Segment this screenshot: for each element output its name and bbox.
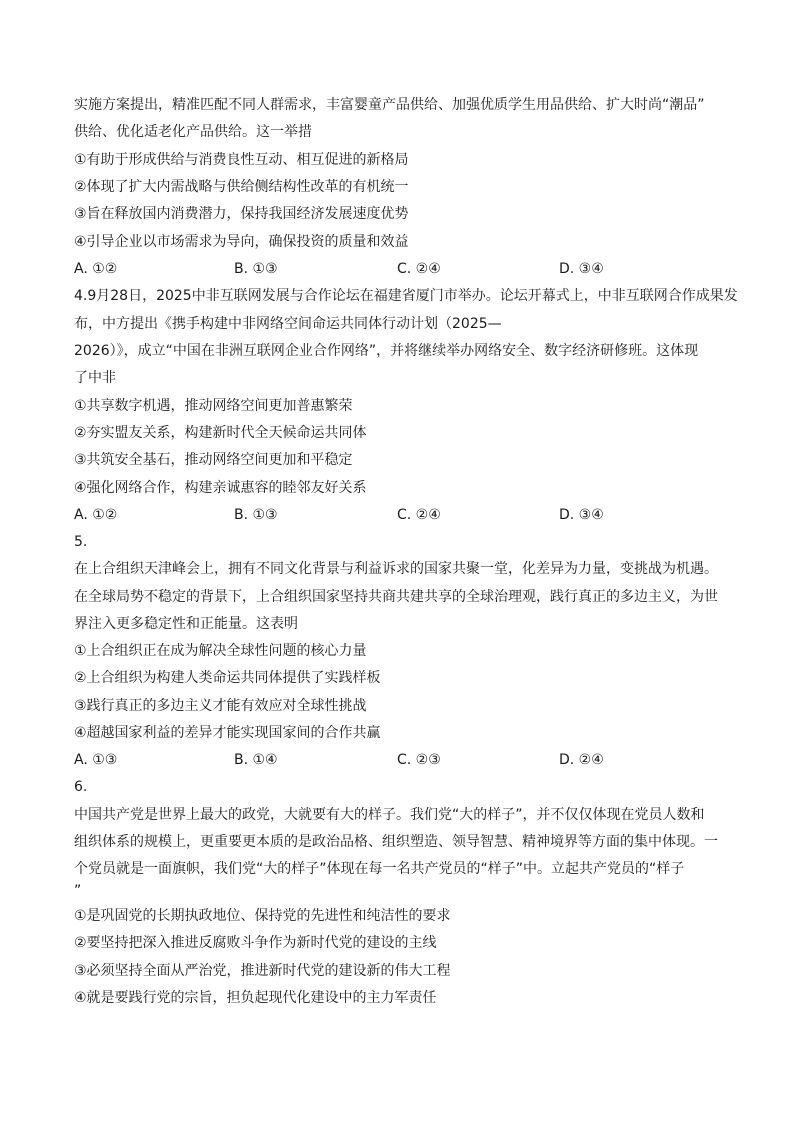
q4-option-d: D. ③④ [559, 507, 604, 523]
q5-item-2: ②上合组织为构建人类命运共同体提供了实践样板 [74, 670, 381, 686]
q4-stem-line: 4.9月28日，2025中非互联网发展与合作论坛在福建省厦门市举办。论坛开幕式上，中非互联网合作成果发 [74, 288, 738, 304]
q3-answer-options [74, 259, 734, 279]
q3-stem-line: 实施方案提出，精准匹配不同人群需求，丰富婴童产品供给、加强优质学生用品供给、扩大时尚“潮品” [74, 97, 705, 113]
q3-option-a: A. ①② [74, 261, 118, 277]
q3-stem-line: 供给、优化适老化产品供给。这一举措 [74, 124, 312, 140]
q4-option-c: C. ②④ [397, 507, 441, 523]
q6-item-2: ②要坚持把深入推进反腐败斗争作为新时代党的建设的主线 [74, 935, 437, 951]
q4-stem-line: 布，中方提出《携手构建中非网络空间命运共同体行动计划（2025— [74, 316, 502, 332]
q6-item-3: ③必须坚持全面从严治党，推进新时代党的建设新的伟大工程 [74, 963, 451, 979]
q5-stem-line: 界注入更多稳定性和正能量。这表明 [74, 616, 298, 632]
q5-option-c: C. ②③ [397, 752, 441, 768]
q4-answer-options [74, 505, 734, 525]
q4-stem-line: 2026）》，成立“中国在非洲互联网企业合作网络”，并将继续举办网络安全、数字经济研修班。这体现 [74, 343, 699, 359]
q4-option-a: A. ①② [74, 507, 118, 523]
q5-stem-line: 在全球局势不稳定的背景下，上合组织国家坚持共商共建共享的全球治理观，践行真正的多边主义，为世 [74, 589, 718, 605]
q5-stem-line: 在上合组织天津峰会上，拥有不同文化背景与利益诉求的国家共聚一堂，化差异为力量，变挑战为机遇。 [74, 561, 718, 577]
q4-item-4: ④强化网络合作，构建亲诚惠容的睦邻友好关系 [74, 480, 367, 496]
q6-stem-line: ” [74, 883, 82, 899]
q5-item-4: ④超越国家利益的差异才能实现国家间的合作共赢 [74, 725, 381, 741]
q5-answer-options [74, 750, 734, 770]
q5-number: 5. [74, 534, 88, 550]
q3-item-1: ①有助于形成供给与消费良性互动、相互促进的新格局 [74, 152, 409, 168]
q3-option-b: B. ①③ [234, 261, 278, 277]
q5-option-a: A. ①③ [74, 752, 118, 768]
q4-stem-line: 了中非 [74, 370, 116, 386]
q5-item-1: ①上合组织正在成为解决全球性问题的核心力量 [74, 643, 367, 659]
q3-item-4: ④引导企业以市场需求为导向，确保投资的质量和效益 [74, 234, 409, 250]
q6-stem-line: 个党员就是一面旗帜，我们党“大的样子”体现在每一名共产党员的“样子”中。立起共产党员的“样子 [74, 861, 685, 877]
q5-item-3: ③践行真正的多边主义才能有效应对全球性挑战 [74, 698, 367, 714]
q5-option-d: D. ②④ [559, 752, 604, 768]
q4-item-2: ②夯实盟友关系，构建新时代全天候命运共同体 [74, 425, 367, 441]
q6-stem-line: 中国共产党是世界上最大的政党，大就要有大的样子。我们党“大的样子”，并不仅仅体现在党员人数和 [74, 807, 705, 823]
q3-item-2: ②体现了扩大内需战略与供给侧结构性改革的有机统一 [74, 179, 409, 195]
q3-option-c: C. ②④ [397, 261, 441, 277]
q4-item-3: ③共筑安全基石，推动网络空间更加和平稳定 [74, 452, 353, 468]
q6-item-1: ①是巩固党的长期执政地位、保持党的先进性和纯洁性的要求 [74, 908, 451, 924]
q3-item-3: ③旨在释放国内消费潜力，保持我国经济发展速度优势 [74, 206, 409, 222]
q5-option-b: B. ①④ [234, 752, 278, 768]
q4-item-1: ①共享数字机遇，推动网络空间更加普惠繁荣 [74, 398, 353, 414]
q6-stem-line: 组织体系的规模上，更重要更本质的是政治品格、组织塑造、领导智慧、精神境界等方面的集中体现。一 [74, 834, 718, 850]
q3-option-d: D. ③④ [559, 261, 604, 277]
q4-option-b: B. ①③ [234, 507, 278, 523]
q6-item-4: ④就是要践行党的宗旨，担负起现代化建设中的主力军责任 [74, 990, 437, 1006]
q6-number: 6. [74, 779, 88, 795]
